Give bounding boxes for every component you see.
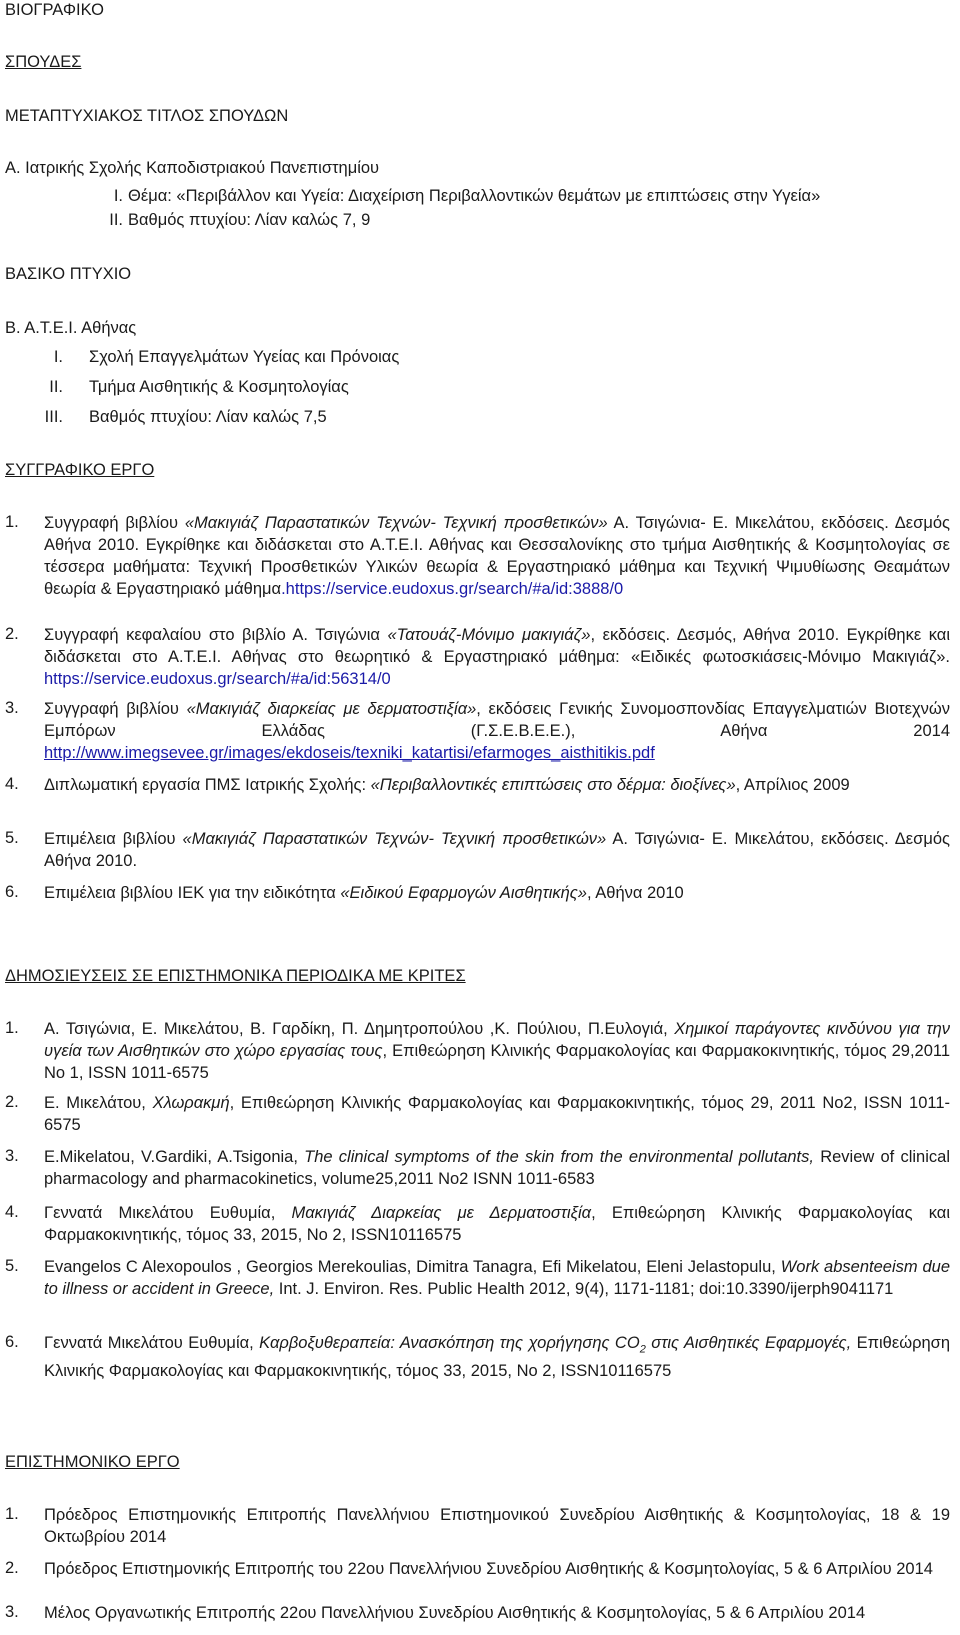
eudoxus-link[interactable]: https://service.eudoxus.gr/search/#a/id:56314/0: [44, 670, 391, 688]
item-number: 1.: [5, 513, 19, 531]
item-text: , Επιθεώρηση Κλινικής Φαρμακολογίας και Φαρμακοκινητικής, τόμος 29, 2011 Νο2, ISSN 1011-6575: [44, 1094, 950, 1134]
item-text: Ε. Μικελάτου,: [44, 1094, 153, 1112]
item-text: , Επιθεώρηση Κλινικής Φαρμακολογίας και Φαρμακοκινητικής, τόμος 33, 2015, Νο 2, ISSN10116575: [44, 1204, 950, 1244]
item-text: Α. Τσιγώνια- Ε. Μικελάτου, εκδόσεις. Δεσμός Αθήνα 2010.: [44, 830, 950, 870]
page-title: ΒΙΟΓΡΑΦΙΚΟ: [5, 1, 104, 19]
book-title: «Μακιγιάζ Παραστατικών Τεχνών- Τεχνική προσθετικών»: [182, 830, 607, 848]
item-number: 4.: [5, 775, 19, 793]
item-text: Συγγραφή βιβλίου: [44, 700, 187, 718]
item-number: 1.: [5, 1505, 19, 1523]
item-text: Πρόεδρος Επιστημονικής Επιτροπής Πανελλήνιου Επιστημονικού Συνεδρίου Αισθητικής & Κοσμητολογίας, 18 & 19 Οκτωβρίου 2014: [44, 1506, 950, 1546]
article-title: Χημικοί παράγοντες κινδύνου για την υγεία των Αισθητικών στο χώρο εργασίας τους: [44, 1020, 950, 1060]
item-number: 1.: [5, 1019, 19, 1037]
article-title: Χλωρακμή: [152, 1094, 230, 1112]
article-title: The clinical symptoms of the skin from the environmental pollutants,: [304, 1148, 814, 1166]
thesis-title: «Περιβαλλοντικές επιπτώσεις στο δέρμα: διοξίνες»: [370, 776, 736, 794]
item-text: Πρόεδρος Επιστημονικής Επιτροπής του 22ου Πανελλήνιου Συνεδρίου Αισθητικής & Κοσμητολογίας, 5 & 6 Απριλίου 2014: [44, 1560, 933, 1578]
item-number: 5.: [5, 1257, 19, 1275]
item-text: Γεννατά Μικελάτου Ευθυμία,: [44, 1204, 292, 1222]
book-title: «Μακιγιάζ Παραστατικών Τεχνών- Τεχνική προσθετικών»: [184, 514, 608, 532]
book-title: «Μακιγιάζ διαρκείας με δερματοστιξία»: [186, 700, 477, 718]
item-text: Int. J. Environ. Res. Public Health 2012, 9(4), 1171-1181; doi:10.3390/ijerph9041171: [274, 1280, 894, 1298]
item-text: Review of clinical pharmacology and pharmacokinetics, volume25,2011 No2 ISNN 1011-6583: [44, 1148, 950, 1188]
postgrad-topic: Θέμα: «Περιβάλλον και Υγεία: Διαχείριση Περιβαλλοντικών θεμάτων με επιπτώσεις στην Υγεία»: [128, 187, 821, 205]
item-number: 2.: [5, 625, 19, 643]
subsection-heading-basic: ΒΑΣΙΚΟ ΠΤΥΧΙΟ: [5, 265, 132, 283]
roman-numeral: I.: [53, 348, 63, 366]
item-text: Evangelos C Alexopoulos , Georgios Merekoulias, Dimitra Tanagra, Efi Mikelatou, Eleni Jelastopulu,: [44, 1258, 781, 1276]
item-number: 3.: [5, 699, 19, 717]
item-text: Μέλος Οργανωτικής Επιτροπής 22ου Πανελλήνιου Συνεδρίου Αισθητικής & Κοσμητολογίας, 5 & 6 Απριλίου 2014: [44, 1604, 866, 1622]
section-heading-studies: ΣΠΟΥΔΕΣ: [5, 53, 82, 71]
item-number: 4.: [5, 1203, 19, 1221]
tei-line: Β. Α.Τ.Ε.Ι. Αθήνας: [5, 319, 137, 337]
item-text: Α. Τσιγώνια, Ε. Μικελάτου, Β. Γαρδίκη, Π. Δημητροπούλου ,Κ. Πούλιου, Π.Ευλογιά,: [44, 1020, 675, 1038]
roman-numeral: II.: [109, 211, 123, 229]
article-title-end: στις Αισθητικές Εφαρμογές,: [645, 1334, 852, 1352]
roman-numeral: II.: [49, 378, 63, 396]
item-text: Συγγραφή κεφαλαίου στο βιβλίο Α. Τσιγώνια: [44, 626, 388, 644]
specialty-title: «Ειδικού Εφαρμογών Αισθητικής»: [340, 884, 587, 902]
item-text: , Αθήνα 2010: [587, 884, 684, 902]
item-text: Επιμέλεια βιβλίου ΙΕΚ για την ειδικότητα: [44, 884, 341, 902]
item-number: 2.: [5, 1559, 19, 1577]
article-title: Καρβοξυθεραπεία: Ανασκόπηση της χορήγησης CO: [259, 1334, 640, 1352]
item-number: 3.: [5, 1147, 19, 1165]
item-text: , Επιθεώρηση Κλινικής Φαρμακολογίας και Φαρμακοκινητικής, τόμος 29,2011 Νο 1, ISSN 1011-6575: [44, 1042, 951, 1082]
item-text: Γεννατά Μικελάτου Ευθυμία,: [44, 1334, 260, 1352]
basic-department: Τμήμα Αισθητικής & Κοσμητολογίας: [89, 378, 349, 396]
section-heading-publications: ΔΗΜΟΣΙΕΥΣΕΙΣ ΣΕ ΕΠΙΣΤΗΜΟΝΙΚΑ ΠΕΡΙΟΔΙΚΑ ΜΕ ΚΡΙΤΕΣ: [5, 967, 466, 985]
item-text: Συγγραφή βιβλίου: [44, 514, 185, 532]
item-text: , Απρίλιος 2009: [735, 776, 850, 794]
imegsevee-link[interactable]: http://www.imegsevee.gr/images/ekdoseis/texniki_katartisi/efarmoges_aisthitikis.pdf: [44, 744, 655, 762]
item-number: 6.: [5, 1333, 19, 1351]
item-text: , εκδόσεις Γενικής Συνομοσπονδίας Επαγγελματιών Βιοτεχνών Εμπόρων Ελλάδας (Γ.Σ.Ε.Β.Ε.Ε.), Αθήνα 2014: [44, 700, 950, 740]
postgrad-grade: Βαθμός πτυχίου: Λίαν καλώς 7, 9: [128, 211, 371, 229]
item-text: Επιμέλεια βιβλίου: [44, 830, 183, 848]
item-number: 3.: [5, 1603, 19, 1621]
subscript: 2: [639, 1343, 646, 1356]
roman-numeral: I.: [113, 187, 123, 205]
section-heading-science: ΕΠΙΣΤΗΜΟΝΙΚΟ ΕΡΓΟ: [5, 1453, 180, 1471]
item-number: 6.: [5, 883, 19, 901]
article-title: Μακιγιάζ Διαρκείας με Δερματοστιξία: [291, 1204, 592, 1222]
subsection-heading-postgrad: ΜΕΤΑΠΤΥΧΙΑΚΟΣ ΤΙΤΛΟΣ ΣΠΟΥΔΩΝ: [5, 107, 289, 125]
item-number: 2.: [5, 1093, 19, 1111]
basic-grade: Βαθμός πτυχίου: Λίαν καλώς 7,5: [89, 408, 327, 426]
roman-numeral: III.: [44, 408, 63, 426]
item-text: Διπλωματική εργασία ΠΜΣ Ιατρικής Σχολής:: [44, 776, 371, 794]
university-line: Α. Ιατρικής Σχολής Καποδιστριακού Πανεπιστημίου: [5, 159, 380, 177]
item-number: 5.: [5, 829, 19, 847]
item-text: , εκδόσεις. Δεσμός, Αθήνα 2010. Εγκρίθηκε και διδάσκεται στο Α.Τ.Ε.Ι. Αθήνας στο θεωρητικό & Εργαστηριακό μάθημα: «Ειδικές φωτοσκιάσεις-Μόνιμο Μακιγιάζ».: [44, 626, 950, 666]
item-text: Επιθεώρηση Κλινικής Φαρμακολογίας και Φαρμακοκινητικής, τόμος 33, 2015, Νο 2, ISSN10116575: [44, 1334, 950, 1381]
basic-school: Σχολή Επαγγελμάτων Υγείας και Πρόνοιας: [89, 348, 400, 366]
section-heading-writing: ΣΥΓΓΡΑΦΙΚΟ ΕΡΓΟ: [5, 461, 155, 479]
eudoxus-link[interactable]: .https://service.eudoxus.gr/search/#a/id:3888/0: [281, 580, 624, 598]
chapter-title: «Τατουάζ-Μόνιμο μακιγιάζ»: [387, 626, 591, 644]
item-text: Α. Τσιγώνια- Ε. Μικελάτου, εκδόσεις. Δεσμός Αθήνα 2010. Εγκρίθηκε και διδάσκεται στο Α.Τ.Ε.Ι. Αθήνας και Θεσσαλονίκης στο τμήμα Αισθητικής & Κοσμητολογίας σε τέσσερα μαθήματα: Τεχνική Προσθετικών Υλικών θεωρία & Εργαστηριακό μάθημα και Τεχνική Ψιμυθίωσης Θεαμάτων θεωρία & Εργαστηριακό μάθημα: [44, 514, 950, 598]
article-title: Work absenteeism due to illness or accident in Greece,: [44, 1258, 950, 1298]
item-text: E.Mikelatou, V.Gardiki, A.Tsigonia,: [44, 1148, 305, 1166]
